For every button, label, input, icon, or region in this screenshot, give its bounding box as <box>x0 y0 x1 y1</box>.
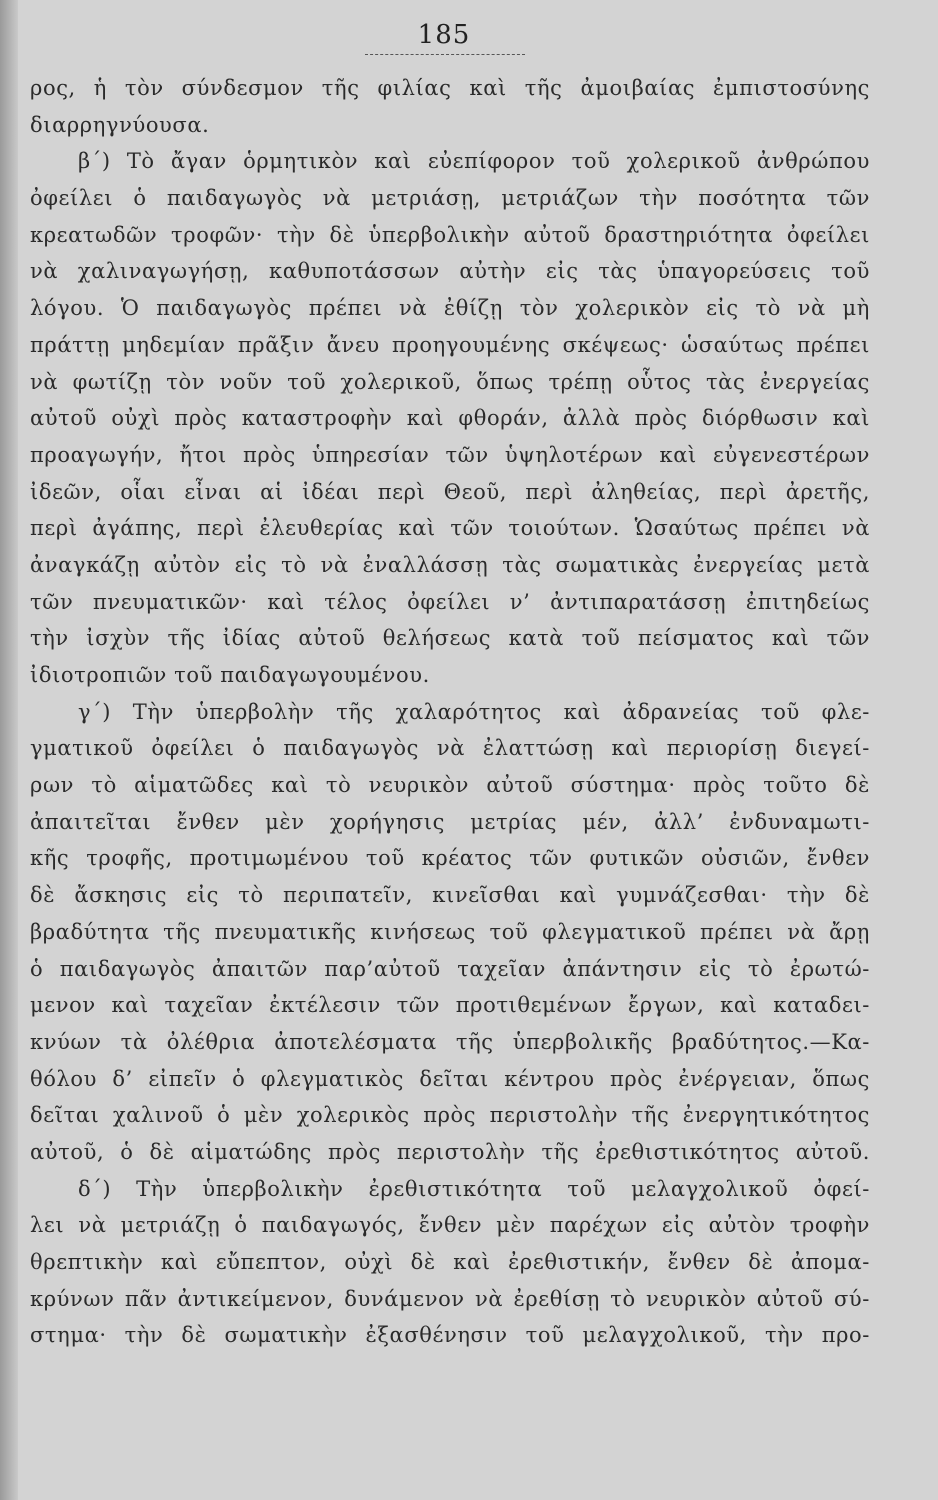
text-line: ὁ παιδαγωγὸς ἀπαιτῶν παρ’αὐτοῦ ταχεῖαν ἀπάντησιν εἰς τὸ ἐρωτώ- <box>30 956 870 981</box>
text-line: αὐτοῦ οὐχὶ πρὸς καταστροφὴν καὶ φθοράν, ἀλλὰ πρὸς διόρθωσιν καὶ <box>30 406 870 431</box>
text-line: αὐτοῦ, ὁ δὲ αἱματώδης πρὸς περιστολὴν τῆς ἐρεθιστικότητος αὐτοῦ. <box>30 1139 870 1164</box>
text-line: περὶ ἀγάπης, περὶ ἐλευθερίας καὶ τῶν τοιούτων. Ὡσαύτως πρέπει νὰ <box>30 516 870 541</box>
text-line: προαγωγήν, ἤτοι πρὸς ὑπηρεσίαν τῶν ὑψηλοτέρων καὶ εὐγενεστέρων <box>30 442 870 467</box>
text-line: ἰδεῶν, οἷαι εἶναι αἱ ἰδέαι περὶ Θεοῦ, περὶ ἀληθείας, περὶ ἀρετῆς, <box>30 479 870 504</box>
text-line: γματικοῦ ὀφείλει ὁ παιδαγωγὸς νὰ ἐλαττώσῃ καὶ περιορίσῃ διεγεί- <box>30 736 870 761</box>
text-line: κρεατωδῶν τροφῶν· τὴν δὲ ὑπερβολικὴν αὐτοῦ δραστηριότητα ὀφείλει <box>30 222 870 247</box>
text-line: κνύων τὰ ὀλέθρια ἀποτελέσματα τῆς ὑπερβολικῆς βραδύτητος.—Κα- <box>30 1029 870 1054</box>
text-line: δεῖται χαλινοῦ ὁ μὲν χολερικὸς πρὸς περιστολὴν τῆς ἐνεργητικότητος <box>30 1103 870 1128</box>
text-line: ρων τὸ αἱματῶδες καὶ τὸ νευρικὸν αὐτοῦ σύστημα· πρὸς τοῦτο δὲ <box>30 773 870 798</box>
body-text <box>30 70 870 1354</box>
text-line: στημα· τὴν δὲ σωματικὴν ἐξασθένησιν τοῦ μελαγχολικοῦ, τὴν προ- <box>30 1323 870 1348</box>
text-line: τὴν ἰσχὺν τῆς ἰδίας αὐτοῦ θελήσεως κατὰ τοῦ πείσματος καὶ τῶν <box>30 626 870 651</box>
text-line: ὀφείλει ὁ παιδαγωγὸς νὰ μετριάσῃ, μετριάζων τὴν ποσότητα τῶν <box>30 186 870 211</box>
text-line: νὰ χαλιναγωγήσῃ, καθυποτάσσων αὐτὴν εἰς τὰς ὑπαγορεύσεις τοῦ <box>30 259 870 284</box>
text-line: μενον καὶ ταχεῖαν ἐκτέλεσιν τῶν προτιθεμένων ἔργων, καὶ καταδει- <box>30 993 870 1018</box>
text-line: λει νὰ μετριάζῃ ὁ παιδαγωγός, ἔνθεν μὲν παρέχων εἰς αὐτὸν τροφὴν <box>30 1213 870 1238</box>
text-line: δ΄) Τὴν ὑπερβολικὴν ἐρεθιστικότητα τοῦ μελαγχολικοῦ ὀφεί- <box>78 1176 870 1201</box>
text-line: τῶν πνευματικῶν· καὶ τέλος ὀφείλει ν’ ἀντιπαρατάσσῃ ἐπιτηδείως <box>30 589 870 614</box>
text-line: δὲ ἄσκησις εἰς τὸ περιπατεῖν, κινεῖσθαι καὶ γυμνάζεσθαι· τὴν δὲ <box>30 883 870 908</box>
text-line: θόλου δ’ εἰπεῖν ὁ φλεγματικὸς δεῖται κέντρου πρὸς ἐνέργειαν, ὅπως <box>30 1066 870 1091</box>
text-line: β΄) Τὸ ἄγαν ὁρμητικὸν καὶ εὐεπίφορον τοῦ χολερικοῦ ἀνθρώπου <box>78 149 870 174</box>
text-line: βραδύτητα τῆς πνευματικῆς κινήσεως τοῦ φλεγματικοῦ πρέπει νὰ ἄρῃ <box>30 919 870 944</box>
text-line: λόγου. Ὁ παιδαγωγὸς πρέπει νὰ ἐθίζῃ τὸν χολερικὸν εἰς τὸ νὰ μὴ <box>30 296 870 321</box>
text-line: γ΄) Τὴν ὑπερβολὴν τῆς χαλαρότητος καὶ ἀδρανείας τοῦ φλε- <box>78 699 870 724</box>
page-number: 185 <box>417 20 471 50</box>
text-line: ἀναγκάζῃ αὐτὸν εἰς τὸ νὰ ἐναλλάσσῃ τὰς σωματικὰς ἐνεργείας μετὰ <box>30 552 870 577</box>
page-edge-shadow <box>0 0 18 1500</box>
text-line: νὰ φωτίζῃ τὸν νοῦν τοῦ χολερικοῦ, ὅπως τρέπῃ οὗτος τὰς ἐνεργείας <box>30 369 870 394</box>
text-line: πράττῃ μηδεμίαν πρᾶξιν ἄνευ προηγουμένης σκέψεως· ὡσαύτως πρέπει <box>30 332 870 357</box>
text-line: ἰδιοτροπιῶν τοῦ παιδαγωγουμένου. <box>30 663 430 687</box>
header-rule <box>365 54 525 55</box>
text-line: διαρρηγνύουσα. <box>30 112 210 137</box>
text-line: θρεπτικὴν καὶ εὔπεπτον, οὐχὶ δὲ καὶ ἐρεθιστικήν, ἔνθεν δὲ ἀπομα- <box>30 1250 870 1274</box>
text-line: ἀπαιτεῖται ἔνθεν μὲν χορήγησις μετρίας μέν, ἀλλ’ ἐνδυναμωτι- <box>30 809 870 834</box>
text-line: κῆς τροφῆς, προτιμωμένου τοῦ κρέατος τῶν φυτικῶν οὐσιῶν, ἔνθεν <box>30 846 870 871</box>
text-line: κρύνων πᾶν ἀντικείμενον, δυνάμενον νὰ ἐρεθίσῃ τὸ νευρικὸν αὐτοῦ σύ- <box>30 1286 870 1311</box>
text-line: ρος, ἡ τὸν σύνδεσμον τῆς φιλίας καὶ τῆς ἀμοιβαίας ἐμπιστοσύνης <box>30 76 870 100</box>
